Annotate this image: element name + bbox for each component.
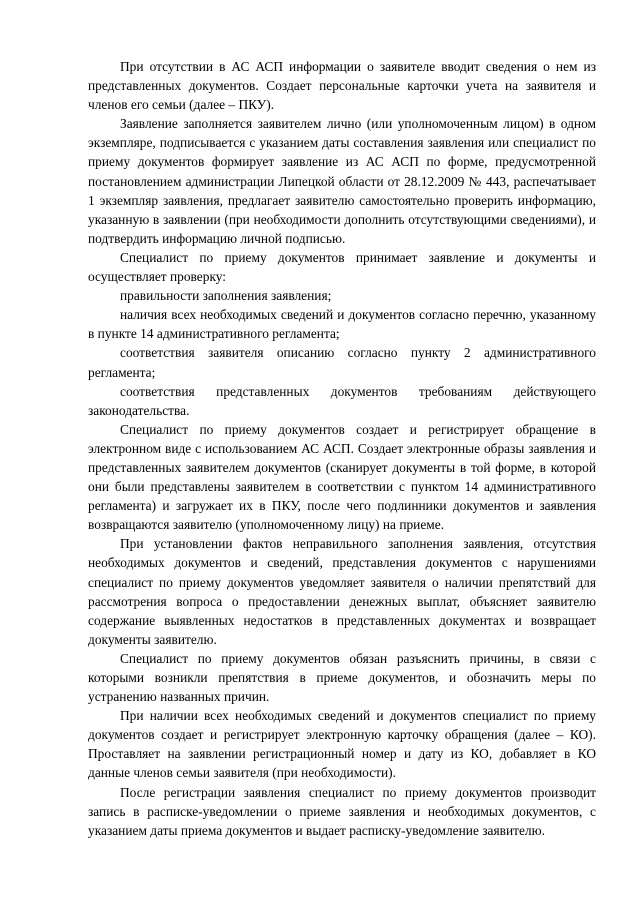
paragraph-check-completeness: наличия всех необходимых сведений и документов согласно перечню, указанному в пункте 14 административного регламента;: [88, 307, 596, 342]
paragraph-deficiencies: При установлении фактов неправильного заполнения заявления, отсутствия необходимых документов и сведений, представления документов с нарушениями специалист по приему документов уведомляет заявителя о наличии препятствий для рассмотрения вопроса о предоставлении денежных выплат, объясняет заявителю содержание выявленных недостатков в представленных документах и возвращает документы заявителю.: [88, 536, 596, 647]
document-body: [88, 57, 596, 840]
paragraph-ask-info: При отсутствии в АС АСП информации о заявителе вводит сведения о нем из представленных документов. Создает персональные карточки учета на заявителя и членов его семьи (далее – ПКУ).: [88, 59, 596, 113]
paragraph-application-filling: Заявление заполняется заявителем лично (или уполномоченным лицом) в одном экземпляре, подписывается с указанием даты составления заявления или специалист по приему документов формирует заявление из АС АСП по форме, предусмотренной постановлением администрации Липецкой области от 28.12.2009 № 443, распечатывает 1 экземпляр заявления, предлагает заявителю самостоятельно проверить информацию, указанную в заявлении (при необходимости дополнить отсутствующими сведениями), и подтвердить информацию личной подписью.: [88, 116, 596, 246]
paragraph-check-applicant: соответствия заявителя описанию согласно пункту 2 административного регламента;: [88, 345, 596, 380]
paragraph-registration: Специалист по приему документов создает и регистрирует обращение в электронном виде с использованием АС АСП. Создает электронные образы заявления и представленных заявителем документов (сканирует документы в той форме, в которой они были представлены заявителем в соответствии с пунктом 14 административного регламента) и загружает их в ПКУ, после чего подлинники документов и заявления возвращаются заявителю (уполномоченному лицу) на приеме.: [88, 421, 596, 533]
paragraph-check-legislation: соответствия представленных документов требованиям действующего законодательства.: [88, 383, 596, 418]
paragraph-create-card: При наличии всех необходимых сведений и документов специалист по приему документов создает и регистрирует электронную карточку обращения (далее – КО). Проставляет на заявлении регистрационный номер и дату из КО, добавляет в КО данные членов семьи заявителя (при необходимости).: [88, 708, 596, 781]
paragraph-explain-reasons: Специалист по приему документов обязан разъяснить причины, в связи с которыми возникли препятствия в приеме документов, и обозначить меры по устранению названных причин.: [88, 650, 596, 705]
paragraph-receipt: После регистрации заявления специалист по приему документов производит запись в расписке-уведомлении о приеме заявления и необходимых документов, с указанием даты приема документов и выдает расписку-уведомление заявителю.: [88, 784, 596, 838]
paragraph-verification-intro: Специалист по приему документов принимает заявление и документы и осуществляет проверку:: [88, 249, 596, 285]
paragraph-check-correctness: правильности заполнения заявления;: [120, 288, 332, 304]
